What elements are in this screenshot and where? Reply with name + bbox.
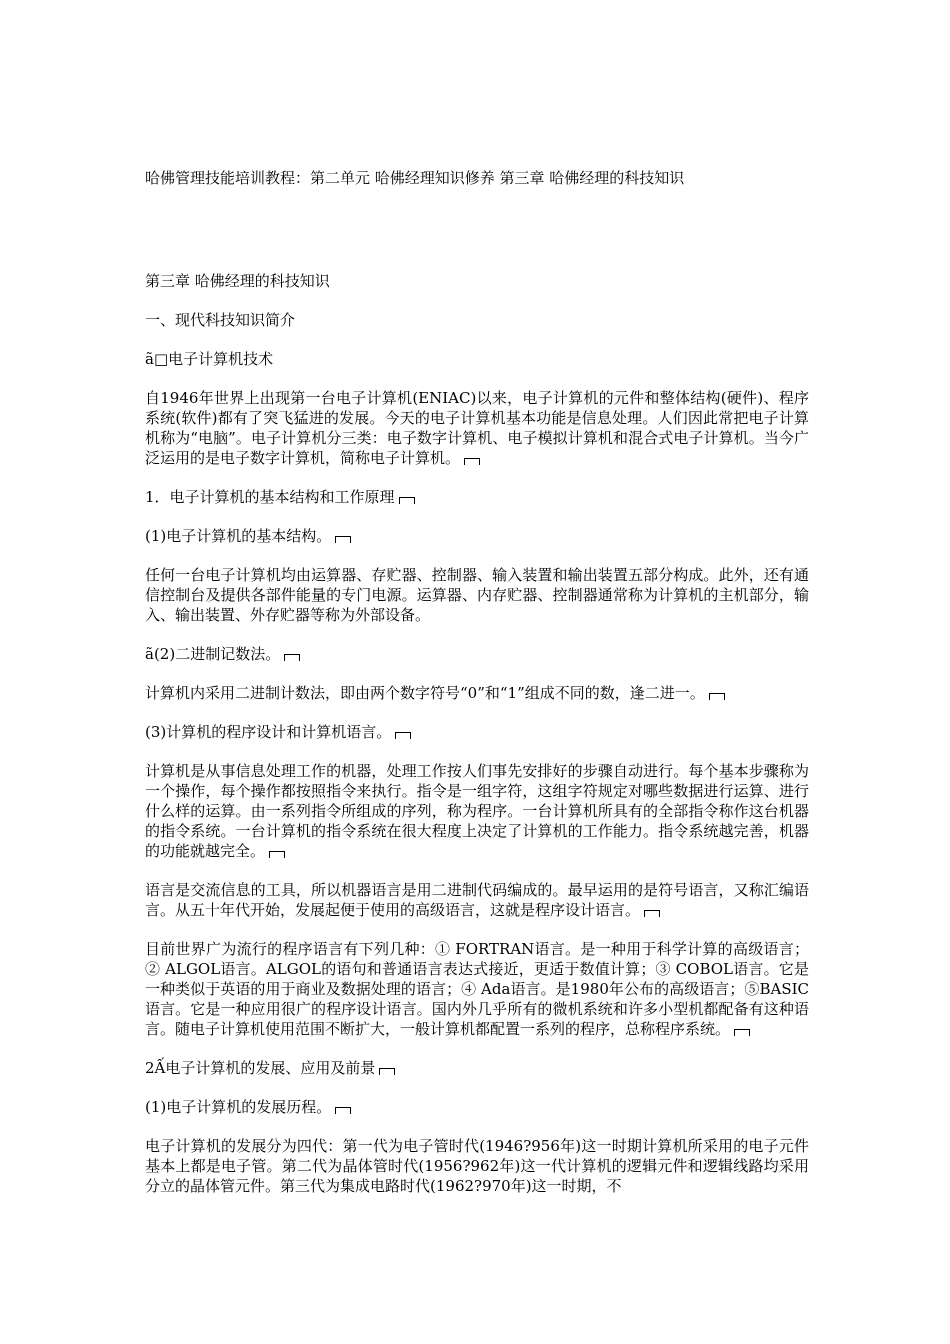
paragraph-text: 1．电子计算机的基本结构和工作原理 — [145, 488, 395, 506]
paragraph-mark-icon — [734, 1029, 750, 1036]
sub-item-heading — [145, 1097, 809, 1117]
paragraph-mark-icon — [269, 851, 285, 858]
sub-item-heading — [145, 722, 809, 742]
paragraph-mark-icon — [399, 497, 415, 504]
paragraph-text: 2Ấ电子计算机的发展、应用及前景 — [145, 1059, 376, 1077]
paragraph-text: 目前世界广为流行的程序语言有下列几种：① FORTRAN语言。是一种用于科学计算的高级语言；② ALGOL语言。ALGOL的语句和普通语言表达式接近，更适于数值计算；③ COBOL语言。它是一种类似于英语的用于商业及数据处理的语言；④ Ada语言。是1980年公布的高级语言；⑤BASIC语言。它是一种应用很广的程序设计语言。国内外几乎所有的微机系统和许多小型机都配备有这种语言。随电子计算机使用范围不断扩大，一般计算机都配置一系列的程序，总称程序系统。 — [145, 940, 809, 1038]
paragraph-mark-icon — [284, 654, 300, 661]
paragraph-mark-icon — [644, 910, 660, 917]
sub-item-heading — [145, 644, 809, 664]
paragraph-mark-icon — [709, 693, 725, 700]
body-paragraph — [145, 880, 809, 920]
paragraph-text: 一、现代科技知识简介 — [145, 311, 296, 329]
numbered-heading — [145, 487, 809, 507]
body-paragraph — [145, 388, 809, 468]
paragraph-text: 自1946年世界上出现第一台电子计算机(ENIAC)以来，电子计算机的元件和整体结构(硬件)、程序系统(软件)都有了突飞猛进的发展。今天的电子计算机基本功能是信息处理。人们因此常把电子计算机称为“电脑”。电子计算机分三类：电子数字计算机、电子模拟计算机和混合式电子计算机。当今广泛运用的是电子数字计算机，简称电子计算机。 — [145, 389, 809, 467]
body-paragraph — [145, 683, 809, 703]
chapter-heading — [145, 271, 809, 291]
paragraph-mark-icon — [395, 732, 411, 739]
paragraph-text: 计算机内采用二进制计数法，即由两个数字符号“0”和“1”组成不同的数，逢二进一。 — [145, 684, 705, 702]
paragraph-text: ã(2)二进制记数法。 — [145, 645, 281, 663]
body-paragraph — [145, 761, 809, 861]
paragraph-text: 电子计算机的发展分为四代：第一代为电子管时代(1946?956年)这一时期计算机所采用的电子元件基本上都是电子管。第二代为晶体管时代(1956?962年)这一代计算机的逻辑元件和逻辑线路均采用分立的晶体管元件。第三代为集成电路时代(1962?970年)这一时期，不 — [145, 1137, 809, 1195]
sub-item-heading — [145, 526, 809, 546]
body-paragraph — [145, 565, 809, 625]
paragraph-text: (1)电子计算机的发展历程。 — [145, 1098, 332, 1116]
paragraph-mark-icon — [464, 458, 480, 465]
body-paragraph — [145, 1136, 809, 1196]
section-heading — [145, 310, 809, 330]
paragraph-text: 计算机是从事信息处理工作的机器，处理工作按人们事先安排好的步骤自动进行。每个基本步骤称为一个操作，每个操作都按照指令来执行。指令是一组字符，这组字符规定对哪些数据进行运算、进行什么样的运算。由一系列指令所组成的序列，称为程序。一台计算机所具有的全部指令称作这台机器的指令系统。一台计算机的指令系统在很大程度上决定了计算机的工作能力。指令系统越完善，机器的功能就越完全。 — [145, 762, 809, 860]
paragraph-text: 第三章 哈佛经理的科技知识 — [145, 272, 330, 290]
document-title: 哈佛管理技能培训教程：第二单元 哈佛经理知识修养 第三章 哈佛经理的科技知识 — [145, 169, 685, 187]
paragraph-text: (3)计算机的程序设计和计算机语言。 — [145, 723, 392, 741]
paragraph-mark-icon — [335, 536, 351, 543]
subsection-heading — [145, 349, 809, 369]
paragraph-mark-icon — [379, 1068, 395, 1075]
paragraph-text: ã□电子计算机技术 — [145, 350, 274, 368]
paragraph-text: 语言是交流信息的工具，所以机器语言是用二进制代码编成的。最早运用的是符号语言，又称汇编语言。从五十年代开始，发展起便于使用的高级语言，这就是程序设计语言。 — [145, 881, 809, 919]
paragraph-text: 任何一台电子计算机均由运算器、存贮器、控制器、输入装置和输出装置五部分构成。此外，还有通信控制台及提供各部件能量的专门电源。运算器、内存贮器、控制器通常称为计算机的主机部分，输入、输出装置、外存贮器等称为外部设备。 — [145, 566, 809, 624]
body-paragraph — [145, 939, 809, 1039]
numbered-heading — [145, 1058, 809, 1078]
paragraph-text: (1)电子计算机的基本结构。 — [145, 527, 332, 545]
paragraph-mark-icon — [335, 1107, 351, 1114]
